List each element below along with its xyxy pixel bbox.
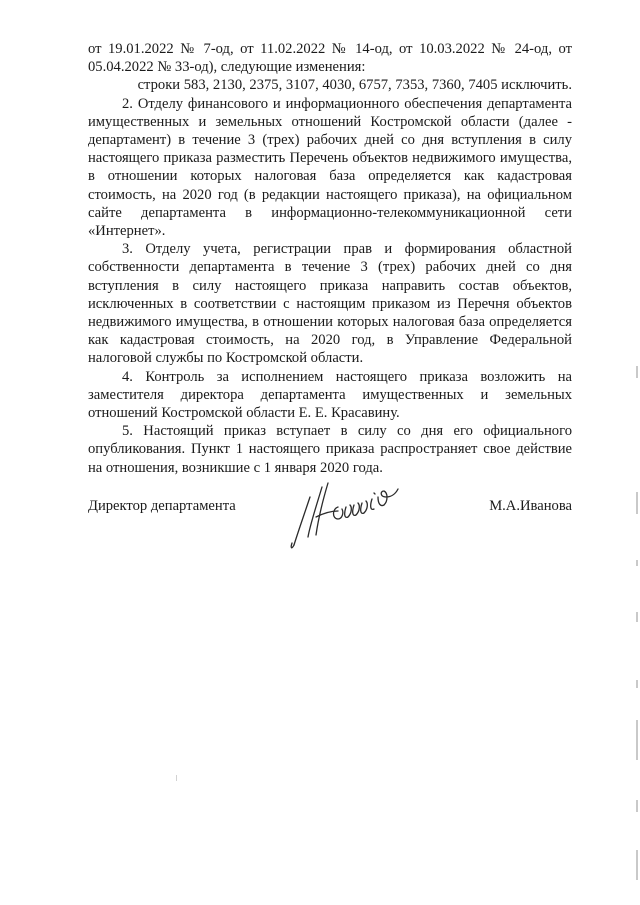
handwritten-signature — [288, 477, 428, 557]
paragraph-item-3: 3. Отделу учета, регистрации прав и формирования областной собственности департамента в течение 3 (трех) рабочих дней со дня вступления в силу настоящего приказа направить состав объектов, исключенных в соответствии с настоящим приказом из Перечня объектов недвижимого имущества, в отношении которых налоговая база определяется как кадастровая стоимость, на 2020 год, в Управление Федеральной налоговой службы по Костромской области. — [88, 241, 572, 367]
signer-role: Директор департамента — [88, 498, 236, 514]
scan-speck — [176, 775, 177, 781]
signer-name: М.А.Иванова — [489, 498, 572, 514]
scan-edge-mark — [636, 720, 638, 760]
scan-edge-mark — [636, 850, 638, 880]
scan-edge-mark — [636, 492, 638, 514]
scan-edge-mark — [636, 680, 638, 688]
paragraph-item-4: 4. Контроль за исполнением настоящего приказа возложить на заместителя директора департамента имущественных и земельных отношений Костромской области Е. Е. Красавину. — [88, 368, 572, 422]
scan-edge-mark — [636, 366, 638, 378]
paragraph-item-2: 2. Отделу финансового и информационного обеспечения департамента имущественных и земельных отношений Костромской области (далее - департамент) в течение 3 (трех) рабочих дней со дня вступления в силу настоящего приказа разместить Перечень объектов недвижимого имущества, в отношении которых налоговая база определяется как кадастровая стоимость, на 2020 год (в редакции настоящего приказа), на официальном сайте департамента в информационно-телекоммуникационной сети «Интернет». — [88, 95, 572, 240]
paragraph-continuation: от 19.01.2022 № 7-од, от 11.02.2022 № 14-од, от 10.03.2022 № 24-од, от 05.04.2022 № 33-од), следующие изменения: — [88, 41, 572, 76]
scan-edge-mark — [636, 612, 638, 622]
signature-block — [88, 497, 572, 577]
scan-edge-mark — [636, 560, 638, 566]
scan-edge-mark — [636, 800, 638, 812]
document-body — [88, 40, 572, 477]
paragraph-item-5: 5. Настоящий приказ вступает в силу со дня его официального опубликования. Пункт 1 настоящего приказа распространяет свое действие на отношения, возникшие с 1 января 2020 года. — [88, 423, 572, 476]
paragraph-excluded-rows: строки 583, 2130, 2375, 3107, 4030, 6757, 7353, 7360, 7405 исключить. — [137, 77, 572, 94]
